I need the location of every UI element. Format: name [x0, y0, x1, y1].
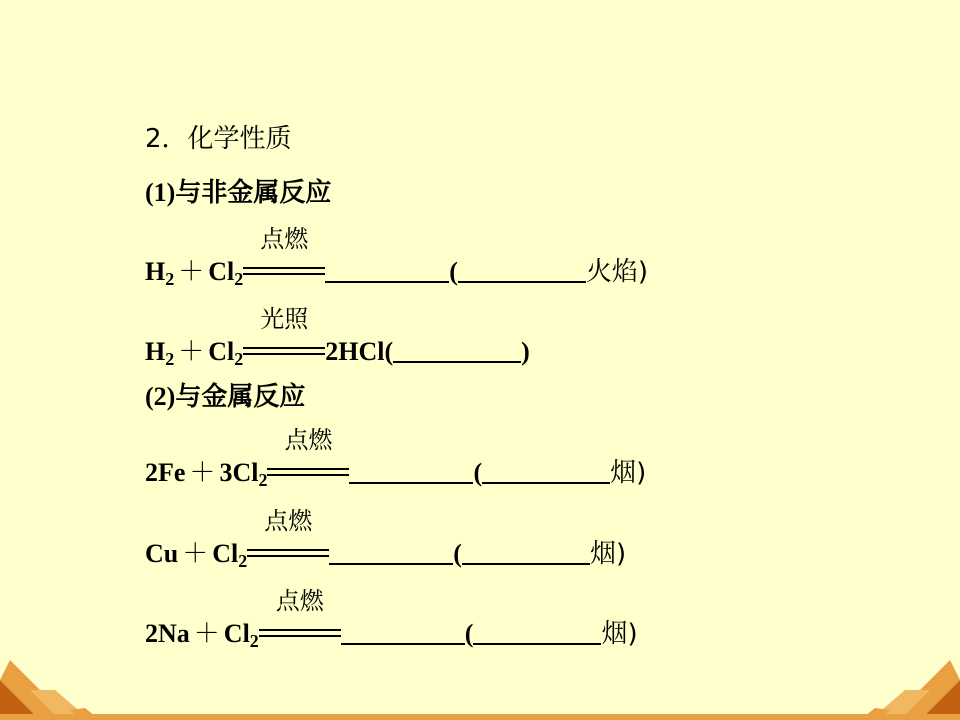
heading-text: 2．化学性质	[145, 124, 292, 154]
eq4-condition: 点燃	[264, 507, 313, 535]
eq3-paren-open: (	[473, 458, 483, 487]
eq4-reactant2: Cl	[212, 539, 239, 568]
eq1-blank-flame	[458, 259, 586, 283]
eq4-equals	[247, 549, 329, 557]
eq1-flame-suffix: 火焰)	[585, 257, 649, 287]
eq5-paren-open: (	[464, 619, 474, 648]
eq4-reactant1: Cu	[145, 539, 179, 568]
eq5-reactant2: Cl	[223, 619, 250, 648]
eq1-condition-sign	[243, 225, 325, 289]
slide-content	[145, 0, 945, 720]
eq5-smoke-suffix: 烟)	[601, 619, 638, 649]
section1-text: (1)与非金属反应	[145, 178, 332, 207]
decorative-corner-left	[0, 660, 110, 720]
eq2-condition: 光照	[260, 305, 309, 333]
eq2-blank	[393, 339, 521, 363]
section-metal	[145, 380, 305, 414]
eq5-reactant2-sub: 2	[249, 631, 259, 651]
equation-h2-cl2-burn	[145, 225, 649, 289]
eq3-reactant2-sub: 2	[258, 470, 268, 490]
eq2-paren-close: )	[521, 337, 530, 366]
eq3-reactant2: 3Cl	[219, 458, 259, 487]
eq2-equals	[243, 347, 325, 355]
eq1-condition: 点燃	[260, 225, 309, 253]
eq4-blank-product	[329, 541, 453, 565]
eq5-condition-sign	[259, 587, 341, 651]
eq5-blank-smoke	[473, 621, 601, 645]
eq1-reactant2-sub: 2	[234, 269, 244, 289]
section2-text: (2)与金属反应	[145, 382, 306, 411]
eq4-smoke-suffix: 烟)	[589, 539, 627, 569]
equation-cu-cl2	[145, 507, 627, 571]
eq4-condition-sign	[247, 507, 329, 571]
decorative-corner-right	[850, 660, 960, 720]
eq4-paren-open: (	[453, 539, 462, 568]
eq4-reactant2-sub: 2	[238, 551, 248, 571]
eq1-blank-product	[325, 259, 449, 283]
eq4-plus: ＋	[182, 539, 209, 569]
eq1-reactant1: H	[145, 257, 166, 286]
eq2-reactant2-sub: 2	[234, 349, 244, 369]
eq3-blank-smoke	[482, 460, 610, 484]
heading	[145, 122, 292, 156]
eq2-reactant1: H	[145, 337, 166, 366]
eq5-blank-product	[341, 621, 465, 645]
eq3-blank-product	[349, 460, 473, 484]
eq5-equals	[259, 629, 341, 637]
eq5-reactant1: 2Na	[145, 619, 190, 648]
eq5-plus: ＋	[193, 619, 220, 649]
eq4-blank-smoke	[462, 541, 590, 565]
eq1-equals	[243, 267, 325, 275]
eq2-plus: ＋	[178, 337, 205, 367]
bottom-bar	[0, 714, 960, 720]
eq3-smoke-suffix: 烟)	[610, 458, 647, 488]
section-nonmetal	[145, 176, 331, 210]
eq3-plus: ＋	[189, 458, 216, 488]
eq1-plus: ＋	[178, 257, 205, 287]
equation-fe-cl2	[145, 426, 647, 490]
eq2-reactant1-sub: 2	[165, 349, 175, 369]
eq3-reactant1: 2Fe	[145, 458, 186, 487]
eq3-equals	[267, 468, 349, 476]
eq3-condition: 点燃	[284, 426, 333, 454]
equation-na-cl2	[145, 587, 638, 651]
eq3-condition-sign	[267, 426, 349, 490]
eq1-reactant1-sub: 2	[165, 269, 175, 289]
eq5-condition: 点燃	[275, 587, 324, 615]
eq2-condition-sign	[243, 305, 325, 369]
eq2-product: 2HCl(	[325, 337, 394, 366]
eq2-reactant2: Cl	[208, 337, 235, 366]
equation-h2-cl2-light	[145, 305, 530, 369]
eq1-reactant2: Cl	[208, 257, 235, 286]
eq1-paren-open: (	[449, 257, 458, 286]
